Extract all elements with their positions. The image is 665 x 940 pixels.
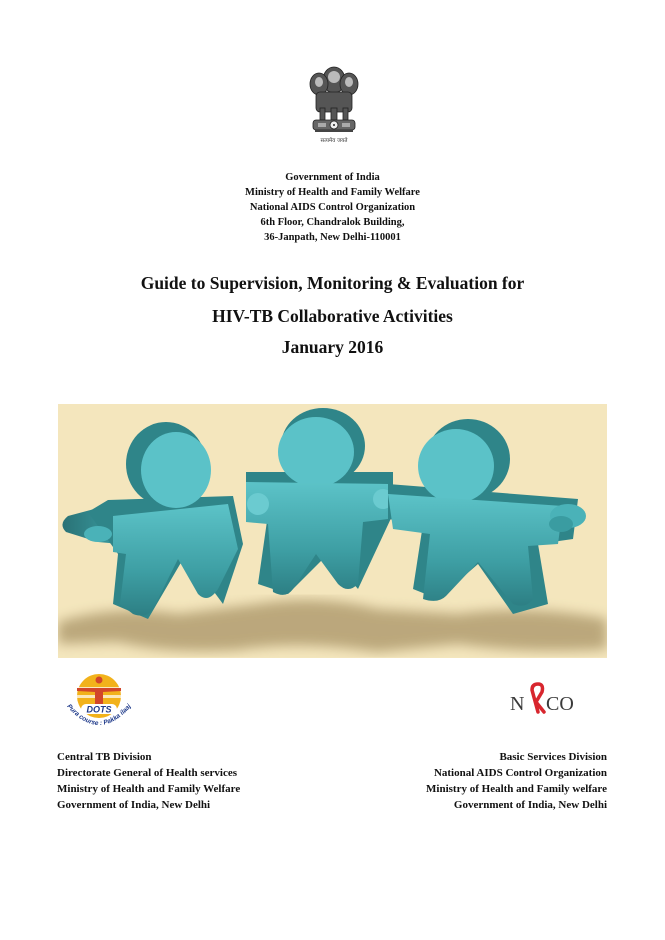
naco-text-left: N [510,693,525,715]
footer-left-line: Central TB Division [57,751,152,763]
footer-left-line: Directorate General of Health services [57,767,238,779]
address-line: 6th Floor, Chandralok Building, [260,217,405,228]
footer-right-line: National AIDS Control Organization [433,767,607,779]
address-line: Ministry of Health and Family Welfare [245,187,420,198]
dots-logo [55,668,143,736]
hero-image [58,404,607,658]
address-line: National AIDS Control Organization [249,202,416,213]
title-date: January 2016 [281,337,384,357]
address-line: 36-Janpath, New Delhi-110001 [264,232,401,243]
emblem-motto: सत्यमेव जयते [320,138,348,144]
naco-logo [508,680,576,720]
title-line-2: HIV-TB Collaborative Activities [212,306,453,326]
footer-left-line: Ministry of Health and Family Welfare [57,783,241,795]
footer-left-line: Government of India, New Delhi [57,799,211,811]
dots-tagline: Pura course : Pakka ilaaj [65,703,133,728]
footer-right-line: Basic Services Division [499,751,607,763]
footer-right-line: Ministry of Health and Family welfare [426,783,607,795]
naco-text-right: CO [546,693,574,715]
document-title [0,272,665,366]
footer-left-block [57,749,240,813]
title-line-1: Guide to Supervision, Monitoring & Evaluation for [140,273,525,293]
footer-right-line: Government of India, New Delhi [453,799,607,811]
national-emblem-icon [304,58,364,146]
address-block [0,170,665,245]
footer-right-block [426,749,607,813]
dots-logo-text: DOTS [86,704,112,715]
address-line: Government of India [285,172,380,183]
